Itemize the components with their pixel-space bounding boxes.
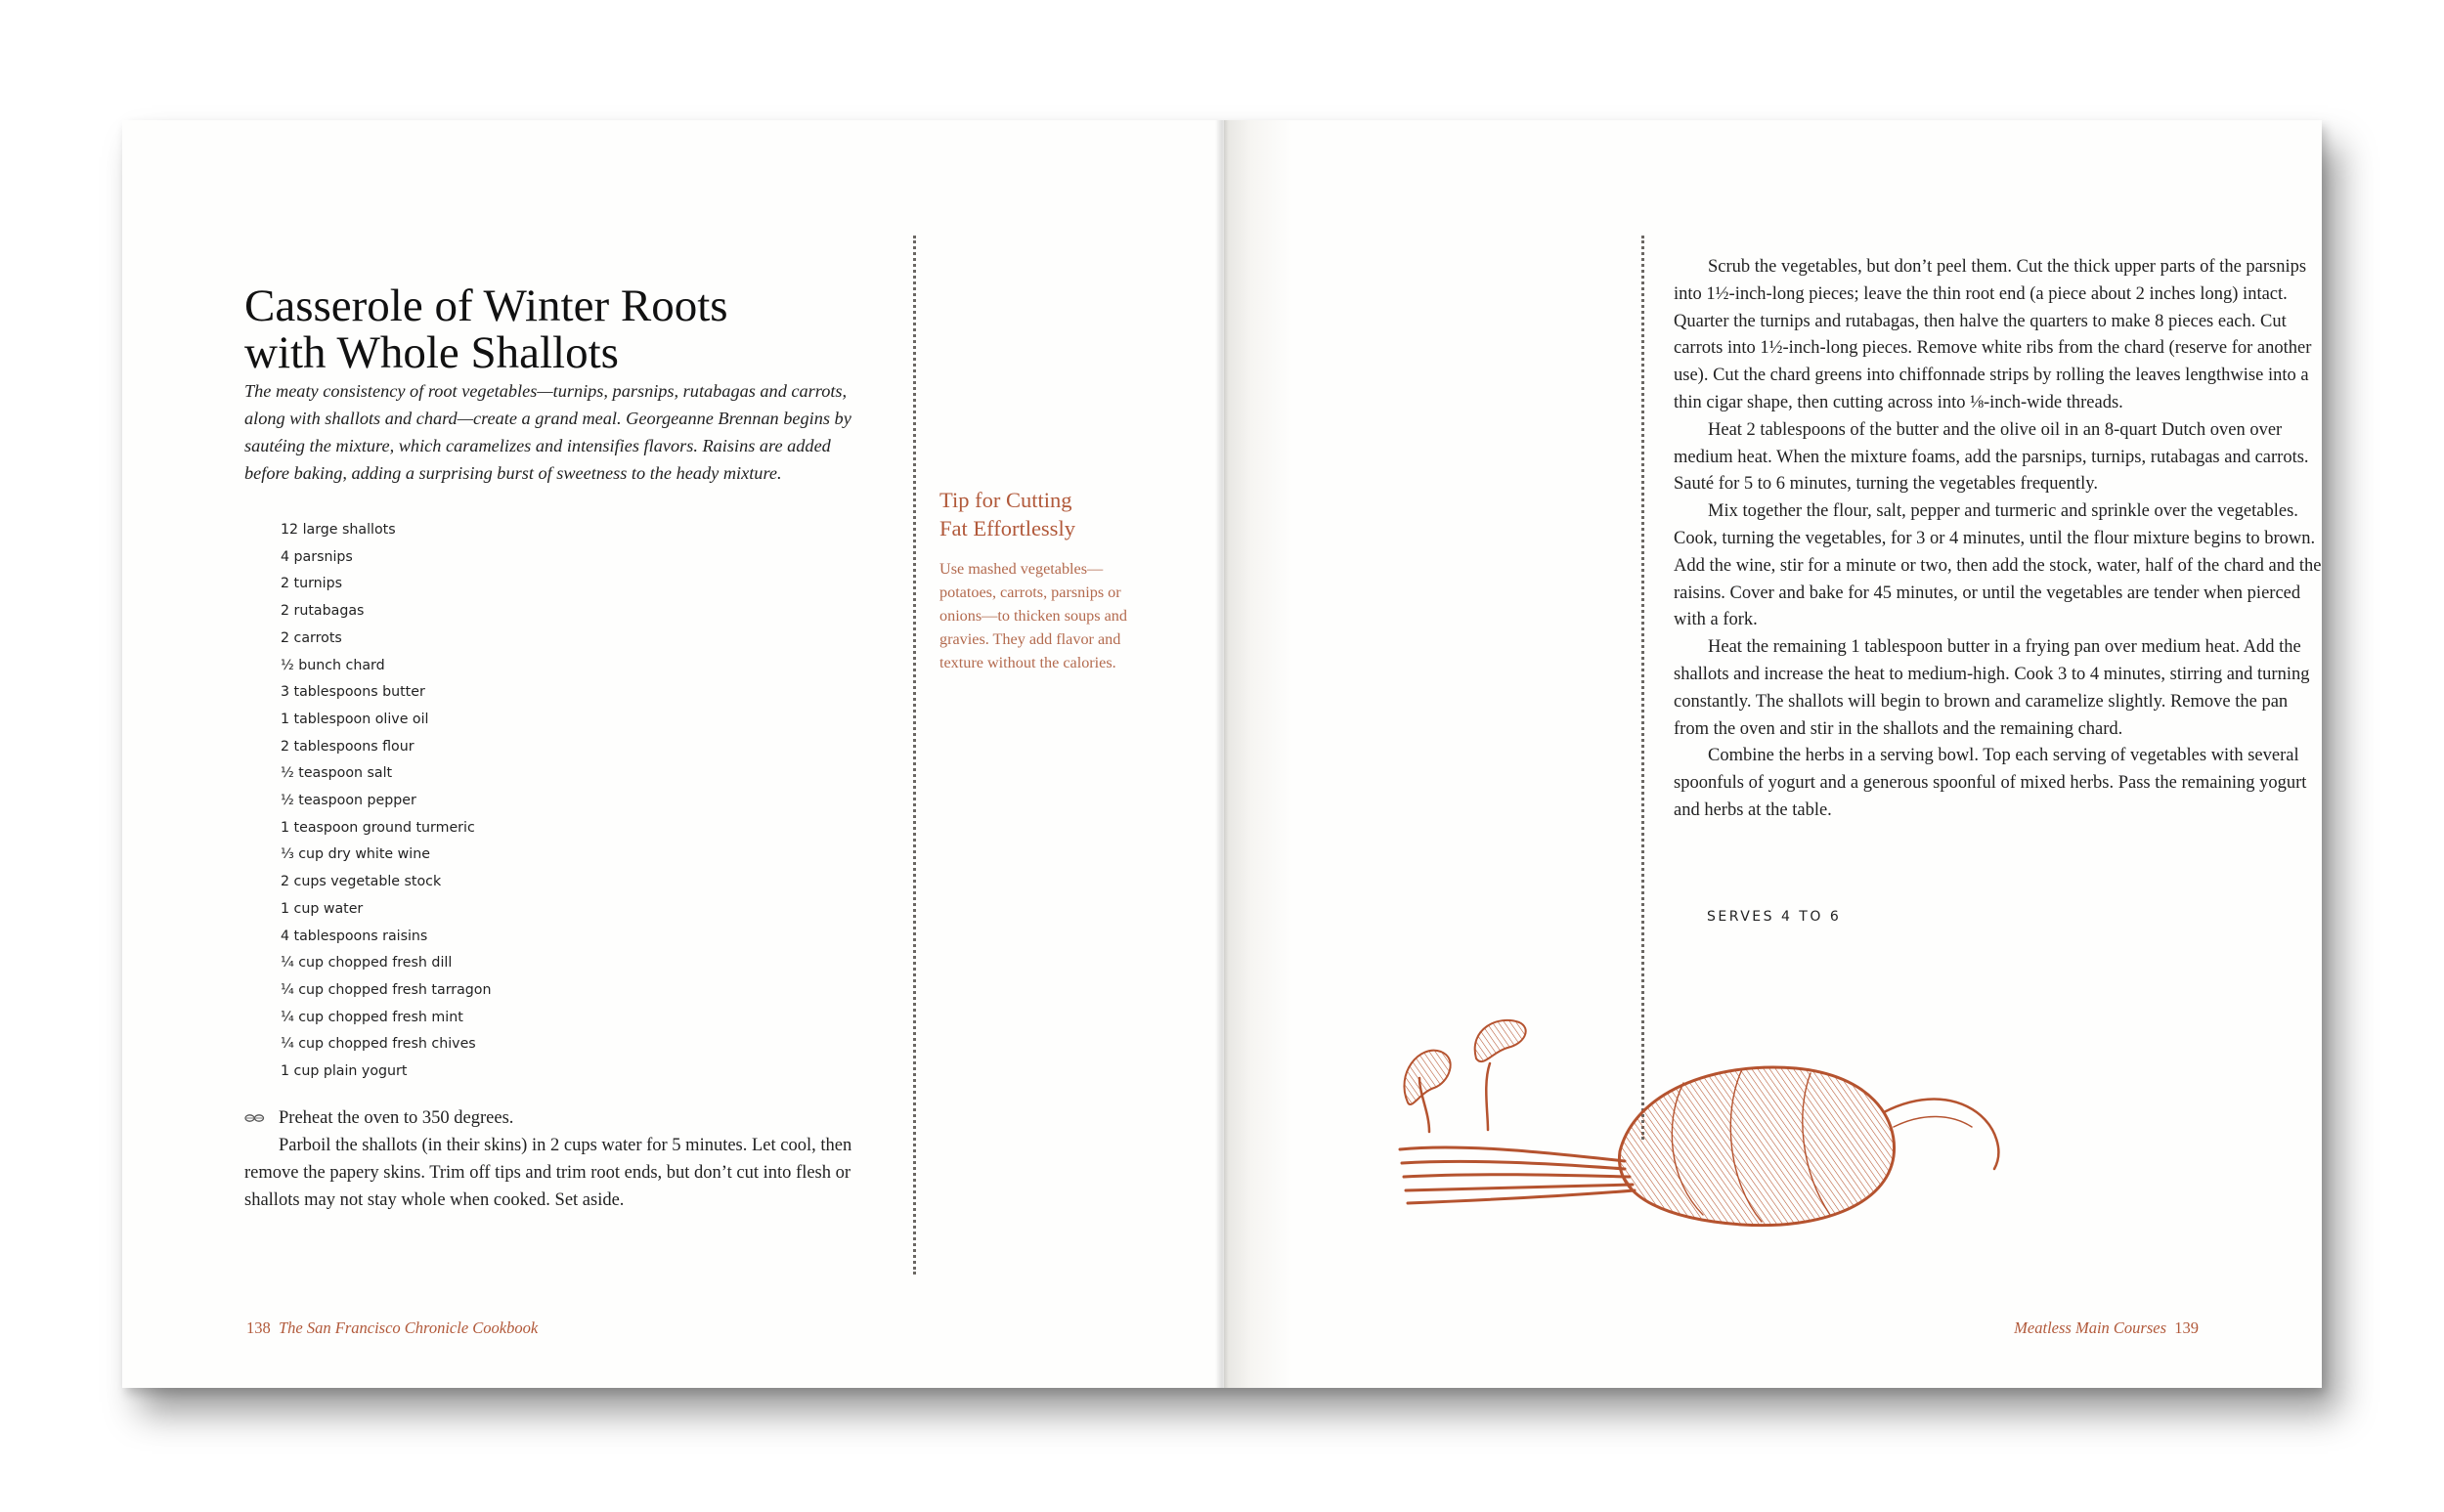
step-parboil: Parboil the shallots (in their skins) in 2 cups water for 5 minutes. Let cool, then remove the papery skins. Trim off tips and trim root ends, but don’t cut into flesh or shallots may not stay whole when cooked. Set aside.: [244, 1136, 852, 1210]
recipe-title: [244, 281, 851, 379]
turnip-root-illustration: [1390, 1005, 2016, 1269]
ingredient-item: 3 tablespoons butter: [281, 684, 425, 701]
footer-right: [2014, 1318, 2199, 1338]
ingredient-item: 1 cup water: [281, 900, 364, 917]
method-paragraph: Heat the remaining 1 tablespoon butter in a frying pan over medium heat. Add the shallots and increase the heat to medium-high. Cook 3 to 4 minutes, stirring and turning constantly. The shallots will begin to brown and caramelize slightly. Remove the pan from the oven and stir in the shallots and the remaining chard.: [1674, 637, 2310, 739]
ingredient-item: 2 tablespoons flour: [281, 738, 415, 755]
method-paragraph: Combine the herbs in a serving bowl. Top each serving of vegetables with several spoonfuls of yogurt and a generous spoonful of mixed herbs. Pass the remaining yogurt and herbs at the table.: [1674, 746, 2307, 820]
serves-note: SERVES 4 TO 6: [1707, 909, 1842, 925]
ingredient-item: 12 large shallots: [281, 522, 396, 538]
method-paragraph: Mix together the flour, salt, pepper and turmeric and sprinkle over the vegetables. Cook, turning the vegetables, for 3 or 4 minutes, until the flour mixture begins to brown. Add the wine, stir for a minute or two, then add the stock, water, half of the chard and the raisins. Cover and bake for 45 minutes, or until the vegetables are tender when pierced with a fork.: [1674, 501, 2322, 630]
ingredient-item: ¼ cup chopped fresh dill: [281, 955, 453, 972]
tip-body: Use mashed vegetables—potatoes, carrots, parsnips or onions—to thicken soups and gravies. They add flavor and texture without the calories.: [939, 560, 1127, 671]
ingredient-item: ¼ cup chopped fresh tarragon: [281, 981, 492, 998]
method-paragraph: Heat 2 tablespoons of the butter and the olive oil in an 8-quart Dutch oven over medium heat. When the mixture foams, add the parsnips, turnips, rutabagas and carrots. Sauté for 5 to 6 minutes, turning the vegetables frequently.: [1674, 419, 2309, 495]
ingredient-item: 2 cups vegetable stock: [281, 874, 442, 890]
method-steps-start: [244, 1104, 870, 1214]
ingredient-item: 1 teaspoon ground turmeric: [281, 819, 475, 836]
dotted-divider-left: [913, 236, 916, 1274]
leaf-pair-icon: [244, 1113, 266, 1123]
ingredient-item: ½ teaspoon pepper: [281, 793, 416, 809]
ingredient-item: ½ teaspoon salt: [281, 765, 393, 782]
recipe-intro: The meaty consistency of root vegetables—turnips, parsnips, rutabagas and carrots, along with shallots and chard—create a grand meal. Georgeanne Brennan begins by sautéing the mixture, which caramelizes and intensifies flavors. Raisins are added before baking, adding a surprising burst of sweetness to the heady mixture.: [244, 381, 851, 484]
ingredient-list: [281, 517, 491, 1086]
right-page: [1224, 120, 2322, 1388]
ingredient-item: ¼ cup chopped fresh mint: [281, 1009, 463, 1025]
method-steps-continued: [1674, 254, 2322, 825]
step-preheat: Preheat the oven to 350 degrees.: [279, 1108, 514, 1128]
ingredient-item: 2 carrots: [281, 629, 342, 646]
left-page: [122, 120, 1224, 1388]
page-number-right: 139: [2174, 1318, 2199, 1337]
ingredient-item: 2 turnips: [281, 576, 343, 592]
ingredient-item: ¼ cup chopped fresh chives: [281, 1036, 476, 1053]
ingredient-item: ⅓ cup dry white wine: [281, 846, 430, 863]
book-gutter: [1215, 120, 1229, 1388]
method-paragraph: Scrub the vegetables, but don’t peel them. Cut the thick upper parts of the parsnips into 1½-inch-long pieces; leave the thin root end (a piece about 2 inches long) intact. Quarter the turnips and rutabagas, then halve the quarters to make 8 pieces each. Cut carrots into 1½-inch-long pieces. Remove white ribs from the chard (reserve for another use). Cut the chard greens into chiffonnade strips by rolling the leaves lengthwise into a thin cigar shape, then cutting across into ⅛-inch-wide threads.: [1674, 257, 2312, 412]
book-title-footer: The San Francisco Chronicle Cookbook: [279, 1318, 539, 1337]
tip-title-line-2: Fat Effortlessly: [939, 516, 1075, 540]
ingredient-item: 4 tablespoons raisins: [281, 928, 428, 944]
page-number-left: 138: [246, 1318, 271, 1337]
step-preheat-row: [244, 1104, 870, 1132]
footer-left: [246, 1318, 538, 1338]
recipe-title-line-2: with Whole Shallots: [244, 327, 619, 379]
tip-title-line-1: Tip for Cutting: [939, 488, 1072, 512]
tip-title: [939, 486, 1135, 542]
open-book-spread: [122, 120, 2322, 1388]
ingredient-item: 2 rutabagas: [281, 603, 365, 620]
recipe-title-line-1: Casserole of Winter Roots: [244, 281, 728, 332]
ingredient-item: 1 cup plain yogurt: [281, 1063, 408, 1080]
ingredient-item: 1 tablespoon olive oil: [281, 711, 429, 727]
ingredient-item: ½ bunch chard: [281, 657, 385, 673]
ingredient-item: 4 parsnips: [281, 548, 353, 565]
chapter-title-footer: Meatless Main Courses: [2014, 1318, 2166, 1337]
